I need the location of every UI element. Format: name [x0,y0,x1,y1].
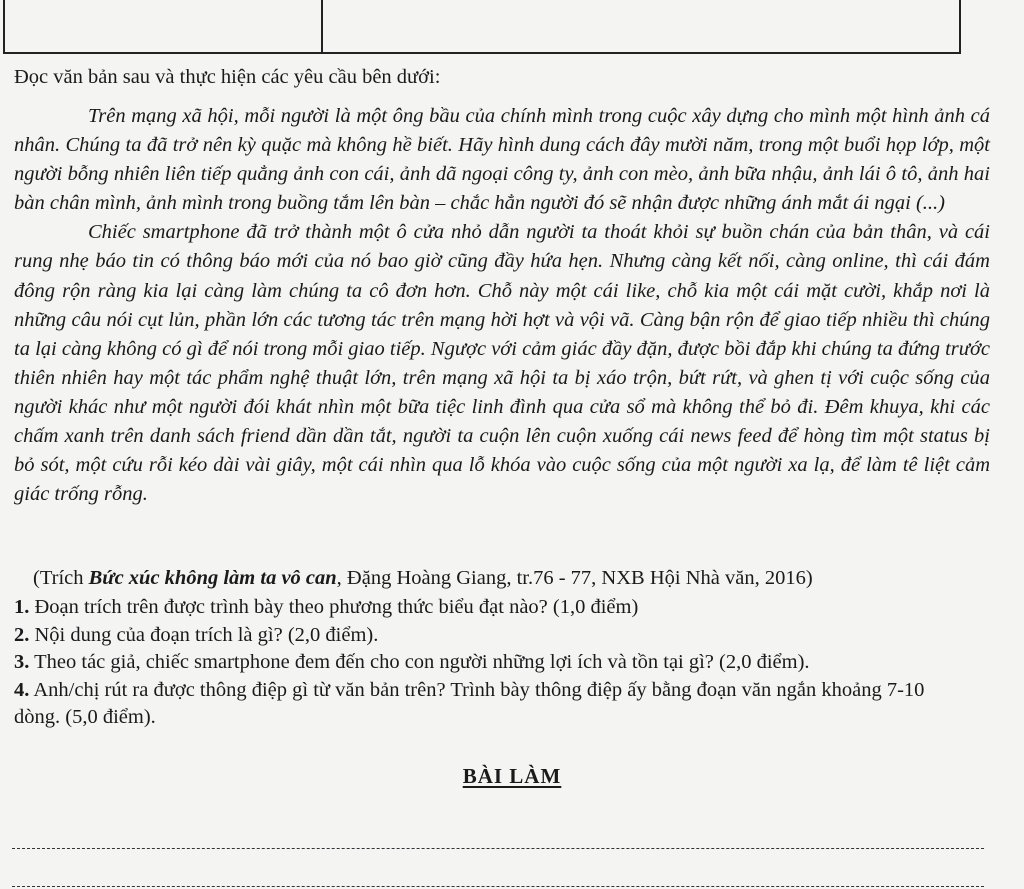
question-number: 1. [14,596,30,618]
source-citation [33,567,813,590]
question-number: 2. [14,623,30,646]
citation-suffix: , Đặng Hoàng Giang, tr.76 - 77, NXB Hội Nhà văn, 2016) [336,567,813,589]
question-text: Anh/chị rút ra được thông điệp gì từ văn bản trên? Trình bày thông điệp ấy bằng đoạn văn ngắn khoảng 7-10 dòng. (5,0 điểm). [14,678,925,729]
question-item [14,649,974,677]
reading-passage [14,102,990,509]
passage-paragraph: Trên mạng xã hội, mỗi người là một ông bầu của chính mình trong cuộc xây dựng cho mình một hình ảnh cá nhân. Chúng ta đã trở nên kỳ quặc mà không hề biết. Hãy hình dung cách đây mười năm, trong một buổi họp lớp, một người bỗng nhiên liên tiếp quẳng ảnh con cái, ảnh dã ngoại công ty, ảnh con mèo, ảnh bữa nhậu, ảnh lái ô tô, ảnh hai bàn chân mình, ảnh mình trong buồng tắm lên bàn – chắc hẳn người đó sẽ nhận được những ánh mắt ái ngại (...) [14,105,990,215]
table-cell-divider [321,0,323,52]
answer-line [12,886,984,887]
citation-work-title: Bức xúc không làm ta vô can [88,567,337,589]
header-table [3,0,961,54]
answer-heading [0,764,1024,789]
answer-line [12,848,984,849]
question-number: 4. [14,678,30,701]
question-list [14,594,974,732]
question-item [14,594,974,622]
passage-paragraph: Chiếc smartphone đã trở thành một ô cửa nhỏ dẫn người ta thoát khỏi sự buồn chán của bản thân, và cái rung nhẹ báo tin có thông báo mới của nó bao giờ cũng đầy hứa hẹn. Nhưng càng kết nối, càng online, thì cái đám đông rộn ràng kia lại càng làm chúng ta cô đơn hơn. Chỗ này một cái like, chỗ kia một cái mặt cười, khắp nơi là những câu nói cụt lủn, phần lớn các tương tác trên mạng hời hợt và vội vã. Càng bận rộn để giao tiếp nhiều thì chúng ta lại càng không có gì để nói trong mỗi giao tiếp. Ngược với cảm giác đầy đặn, được bồi đắp khi chúng ta đứng trước thiên nhiên hay một tác phẩm nghệ thuật lớn, trên mạng xã hội ta bị xáo trộn, bứt rứt, và ghen tị với cuộc sống của người khác như một người đói khát nhìn một bữa tiệc linh đình qua cửa sổ mà không thể bỏ đi. Đêm khuya, khi các chấm xanh trên danh sách friend dần dần tắt, người ta cuộn lên cuộn xuống cái news feed để hòng tìm một status bị bỏ sót, một cứu rỗi kéo dài vài giây, một cái nhìn qua lỗ khóa vào cuộc sống của một người xa lạ, để làm tê liệt cảm giác trống rỗng. [14,221,990,506]
answer-heading-text: BÀI LÀM [462,764,562,788]
question-number: 3. [14,651,30,674]
citation-prefix: (Trích [33,567,89,589]
question-text: Nội dung của đoạn trích là gì? (2,0 điểm). [29,623,379,646]
question-text: Theo tác giả, chiếc smartphone đem đến cho con người những lợi ích và tồn tại gì? (2,0 điểm). [29,651,810,674]
question-item [14,622,974,650]
question-item [14,677,974,732]
reading-instruction: Đọc văn bản sau và thực hiện các yêu cầu bên dưới: [14,66,441,88]
question-text: Đoạn trích trên được trình bày theo phương thức biểu đạt nào? (1,0 điểm) [29,596,639,618]
